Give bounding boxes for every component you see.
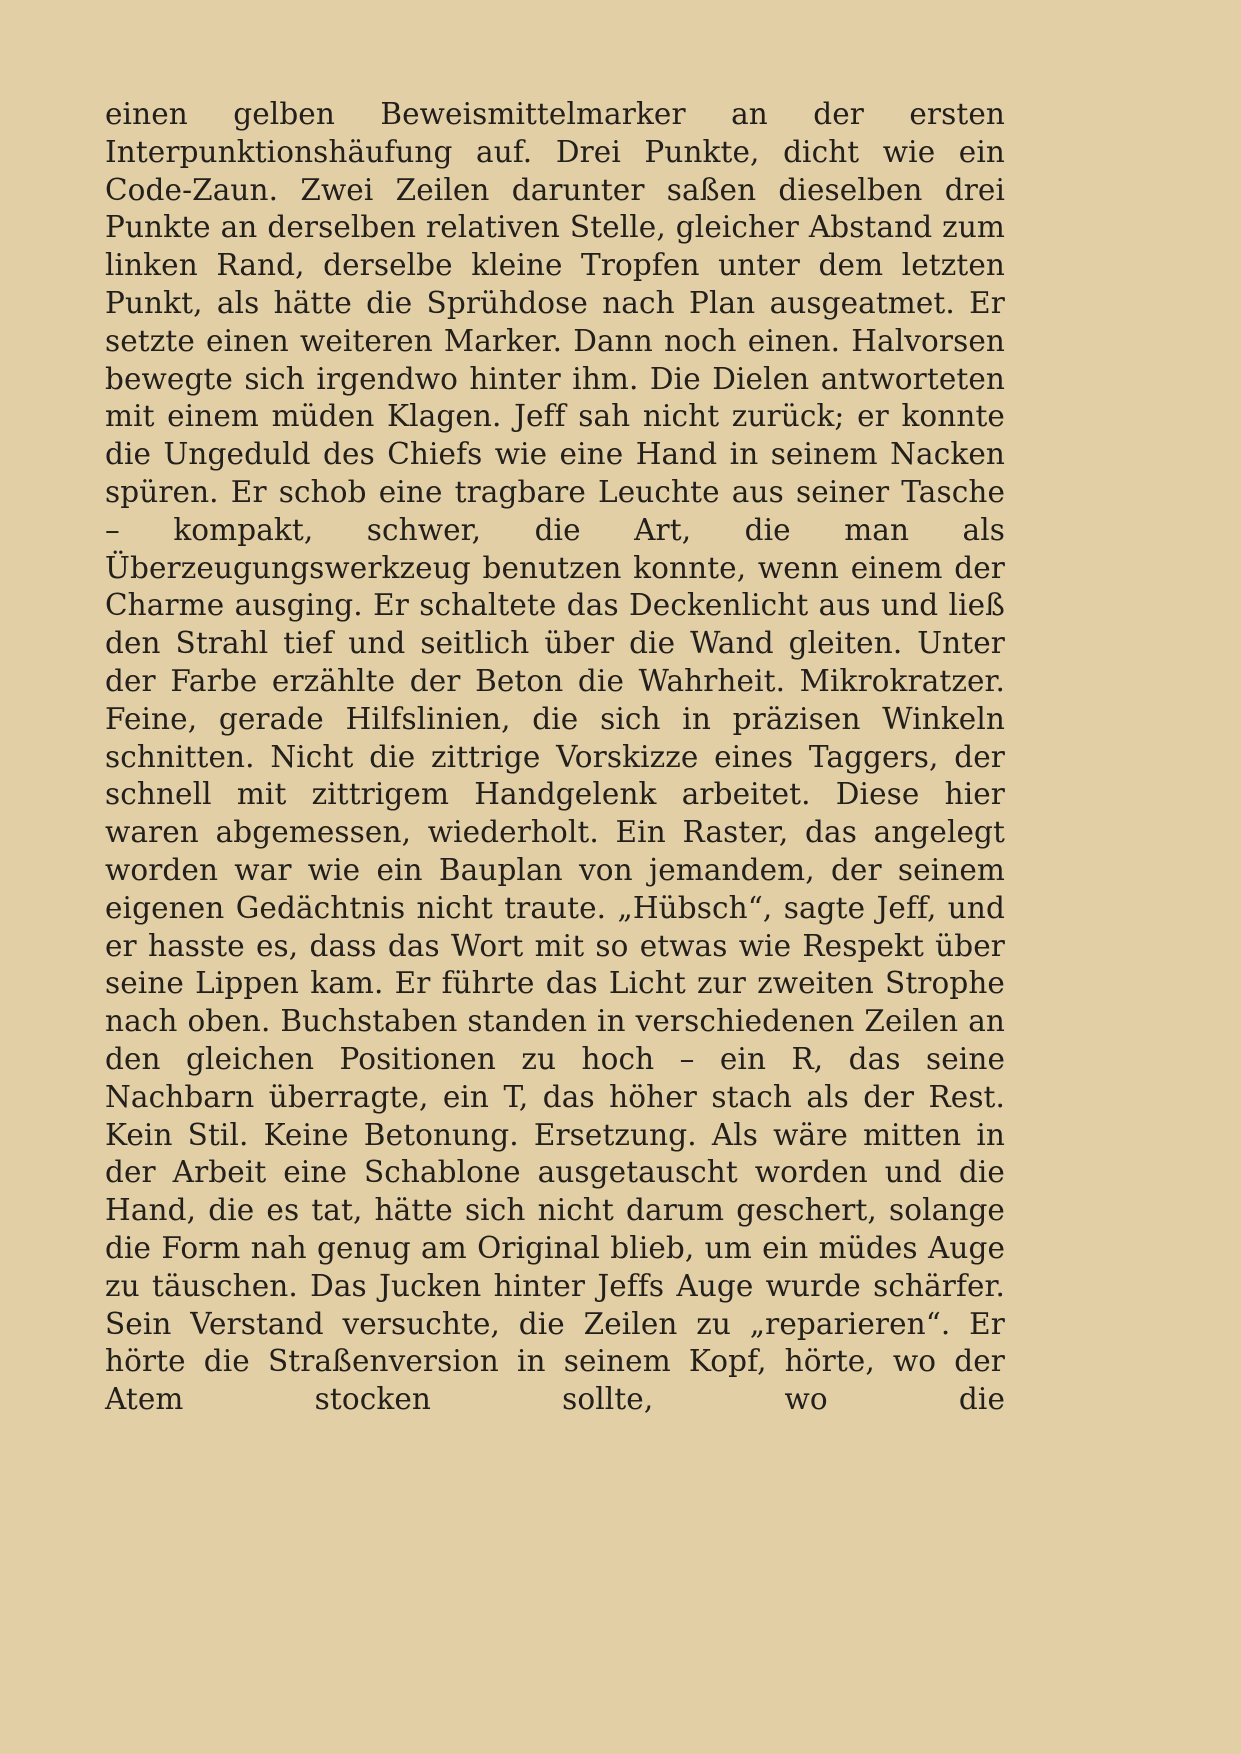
- body-paragraph: einen gelben Beweismittelmarker an der ersten Interpunktionshäufung auf. Drei Punkte, dicht wie ein Code-Zaun. Zwei Zeilen darunter saßen dieselben drei Punkte an derselben relativen Stelle, gleicher Abstand zum linken Rand, derselbe kleine Tropfen unter dem letzten Punkt, als hätte die Sprühdose nach Plan ausgeatmet. Er setzte einen weiteren Marker. Dann noch einen. Halvorsen bewegte sich irgendwo hinter ihm. Die Dielen antworteten mit einem müden Klagen. Jeff sah nicht zurück; er konnte die Ungeduld des Chiefs wie eine Hand in seinem Nacken spüren. Er schob eine tragbare Leuchte aus seiner Tasche – kompakt, schwer, die Art, die man als Überzeugungswerkzeug benutzen konnte, wenn einem der Charme ausging. Er schaltete das Deckenlicht aus und ließ den Strahl tief und seitlich über die Wand gleiten. Unter der Farbe erzählte der Beton die Wahrheit. Mikrokratzer. Feine, gerade Hilfslinien, die sich in präzisen Winkeln schnitten. Nicht die zittrige Vorskizze eines Taggers, der schnell mit zittrigem Handgelenk arbeitet. Diese hier waren abgemessen, wiederholt. Ein Raster, das angelegt worden war wie ein Bauplan von jemandem, der seinem eigenen Gedächtnis nicht traute. „Hübsch“, sagte Jeff, und er hasste es, dass das Wort mit so etwas wie Respekt über seine Lippen kam. Er führte das Licht zur zweiten Strophe nach oben. Buchstaben standen in verschiedenen Zeilen an den gleichen Positionen zu hoch – ein R, das seine Nachbarn überragte, ein T, das höher stach als der Rest. Kein Stil. Keine Betonung. Ersetzung. Als wäre mitten in der Arbeit eine Schablone ausgetauscht worden und die Hand, die es tat, hätte sich nicht darum geschert, solange die Form nah genug am Original blieb, um ein müdes Auge zu täuschen. Das Jucken hinter Jeffs Auge wurde schärfer. Sein Verstand versuchte, die Zeilen zu „reparieren“. Er hörte die Straßenversion in seinem Kopf, hörte, wo der Atem stocken sollte, wo die: [105, 97, 1005, 1417]
- text-column: [105, 96, 1005, 1457]
